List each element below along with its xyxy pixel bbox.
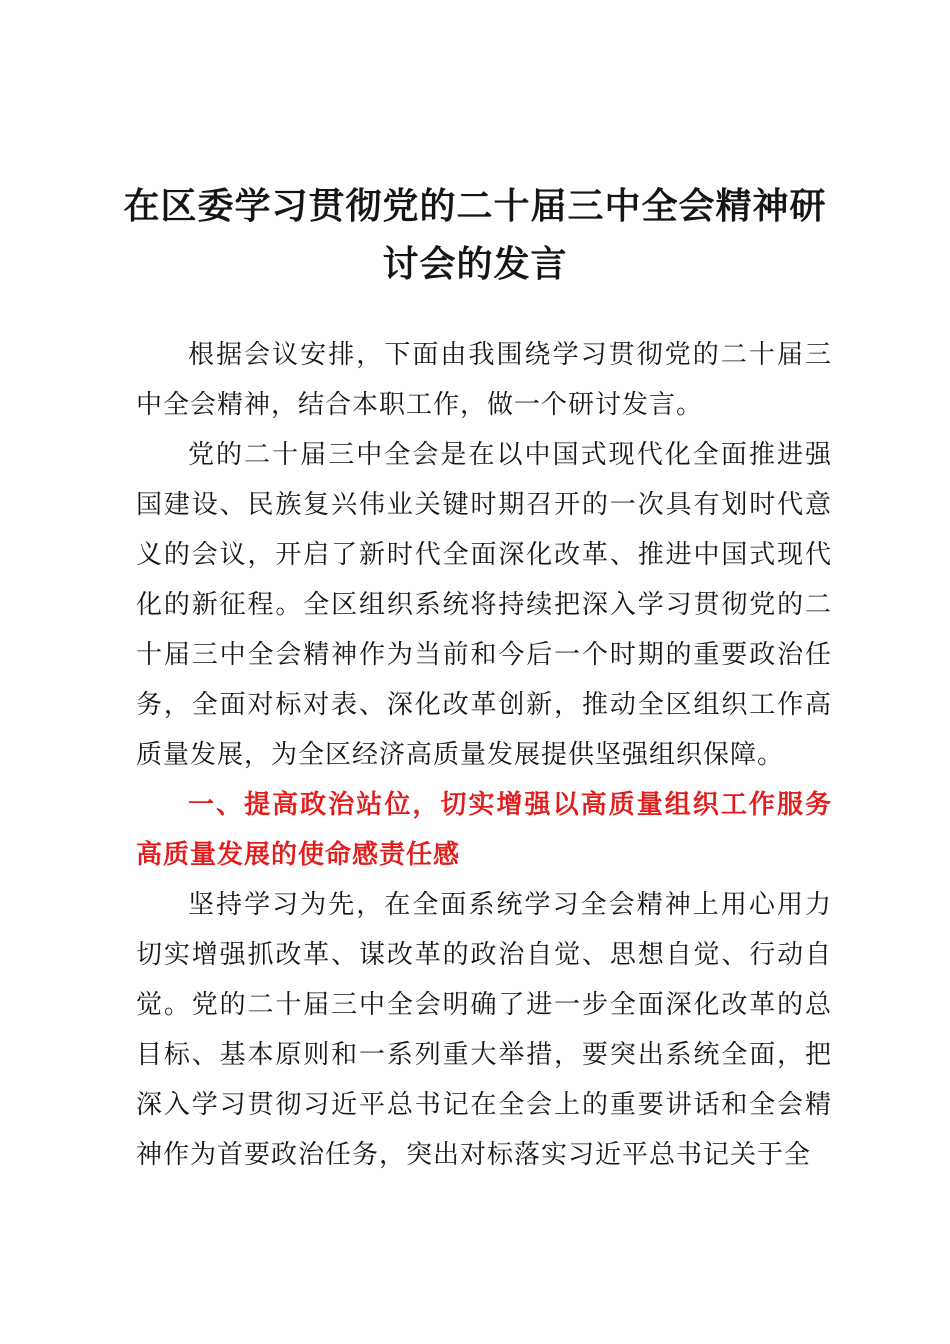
document-body [136, 330, 832, 1180]
section-1-paragraph: 坚持学习为先，在全面系统学习全会精神上用心用力切实增强抓改革、谋改革的政治自觉、思想自觉、行动自觉。党的二十届三中全会明确了进一步全面深化改革的总目标、基本原则和一系列重大举措，要突出系统全面，把深入学习贯彻习近平总书记在全会上的重要讲话和全会精神作为首要政治任务，突出对标落实习近平总书记关于全 [136, 890, 832, 1170]
intro-paragraph: 根据会议安排，下面由我围绕学习贯彻党的二十届三中全会精神，结合本职工作，做一个研讨发言。 [136, 340, 832, 420]
section-heading-1: 一、提高政治站位，切实增强以高质量组织工作服务高质量发展的使命感责任感 [136, 790, 832, 870]
document-title: 在区委学习贯彻党的二十届三中全会精神研讨会的发言 [123, 186, 827, 285]
background-paragraph: 党的二十届三中全会是在以中国式现代化全面推进强国建设、民族复兴伟业关键时期召开的一次具有划时代意义的会议，开启了新时代全面深化改革、推进中国式现代化的新征程。全区组织系统将持续把深入学习贯彻党的二十届三中全会精神作为当前和今后一个时期的重要政治任务，全面对标对表、深化改革创新，推动全区组织工作高质量发展，为全区经济高质量发展提供坚强组织保障。 [136, 440, 832, 770]
